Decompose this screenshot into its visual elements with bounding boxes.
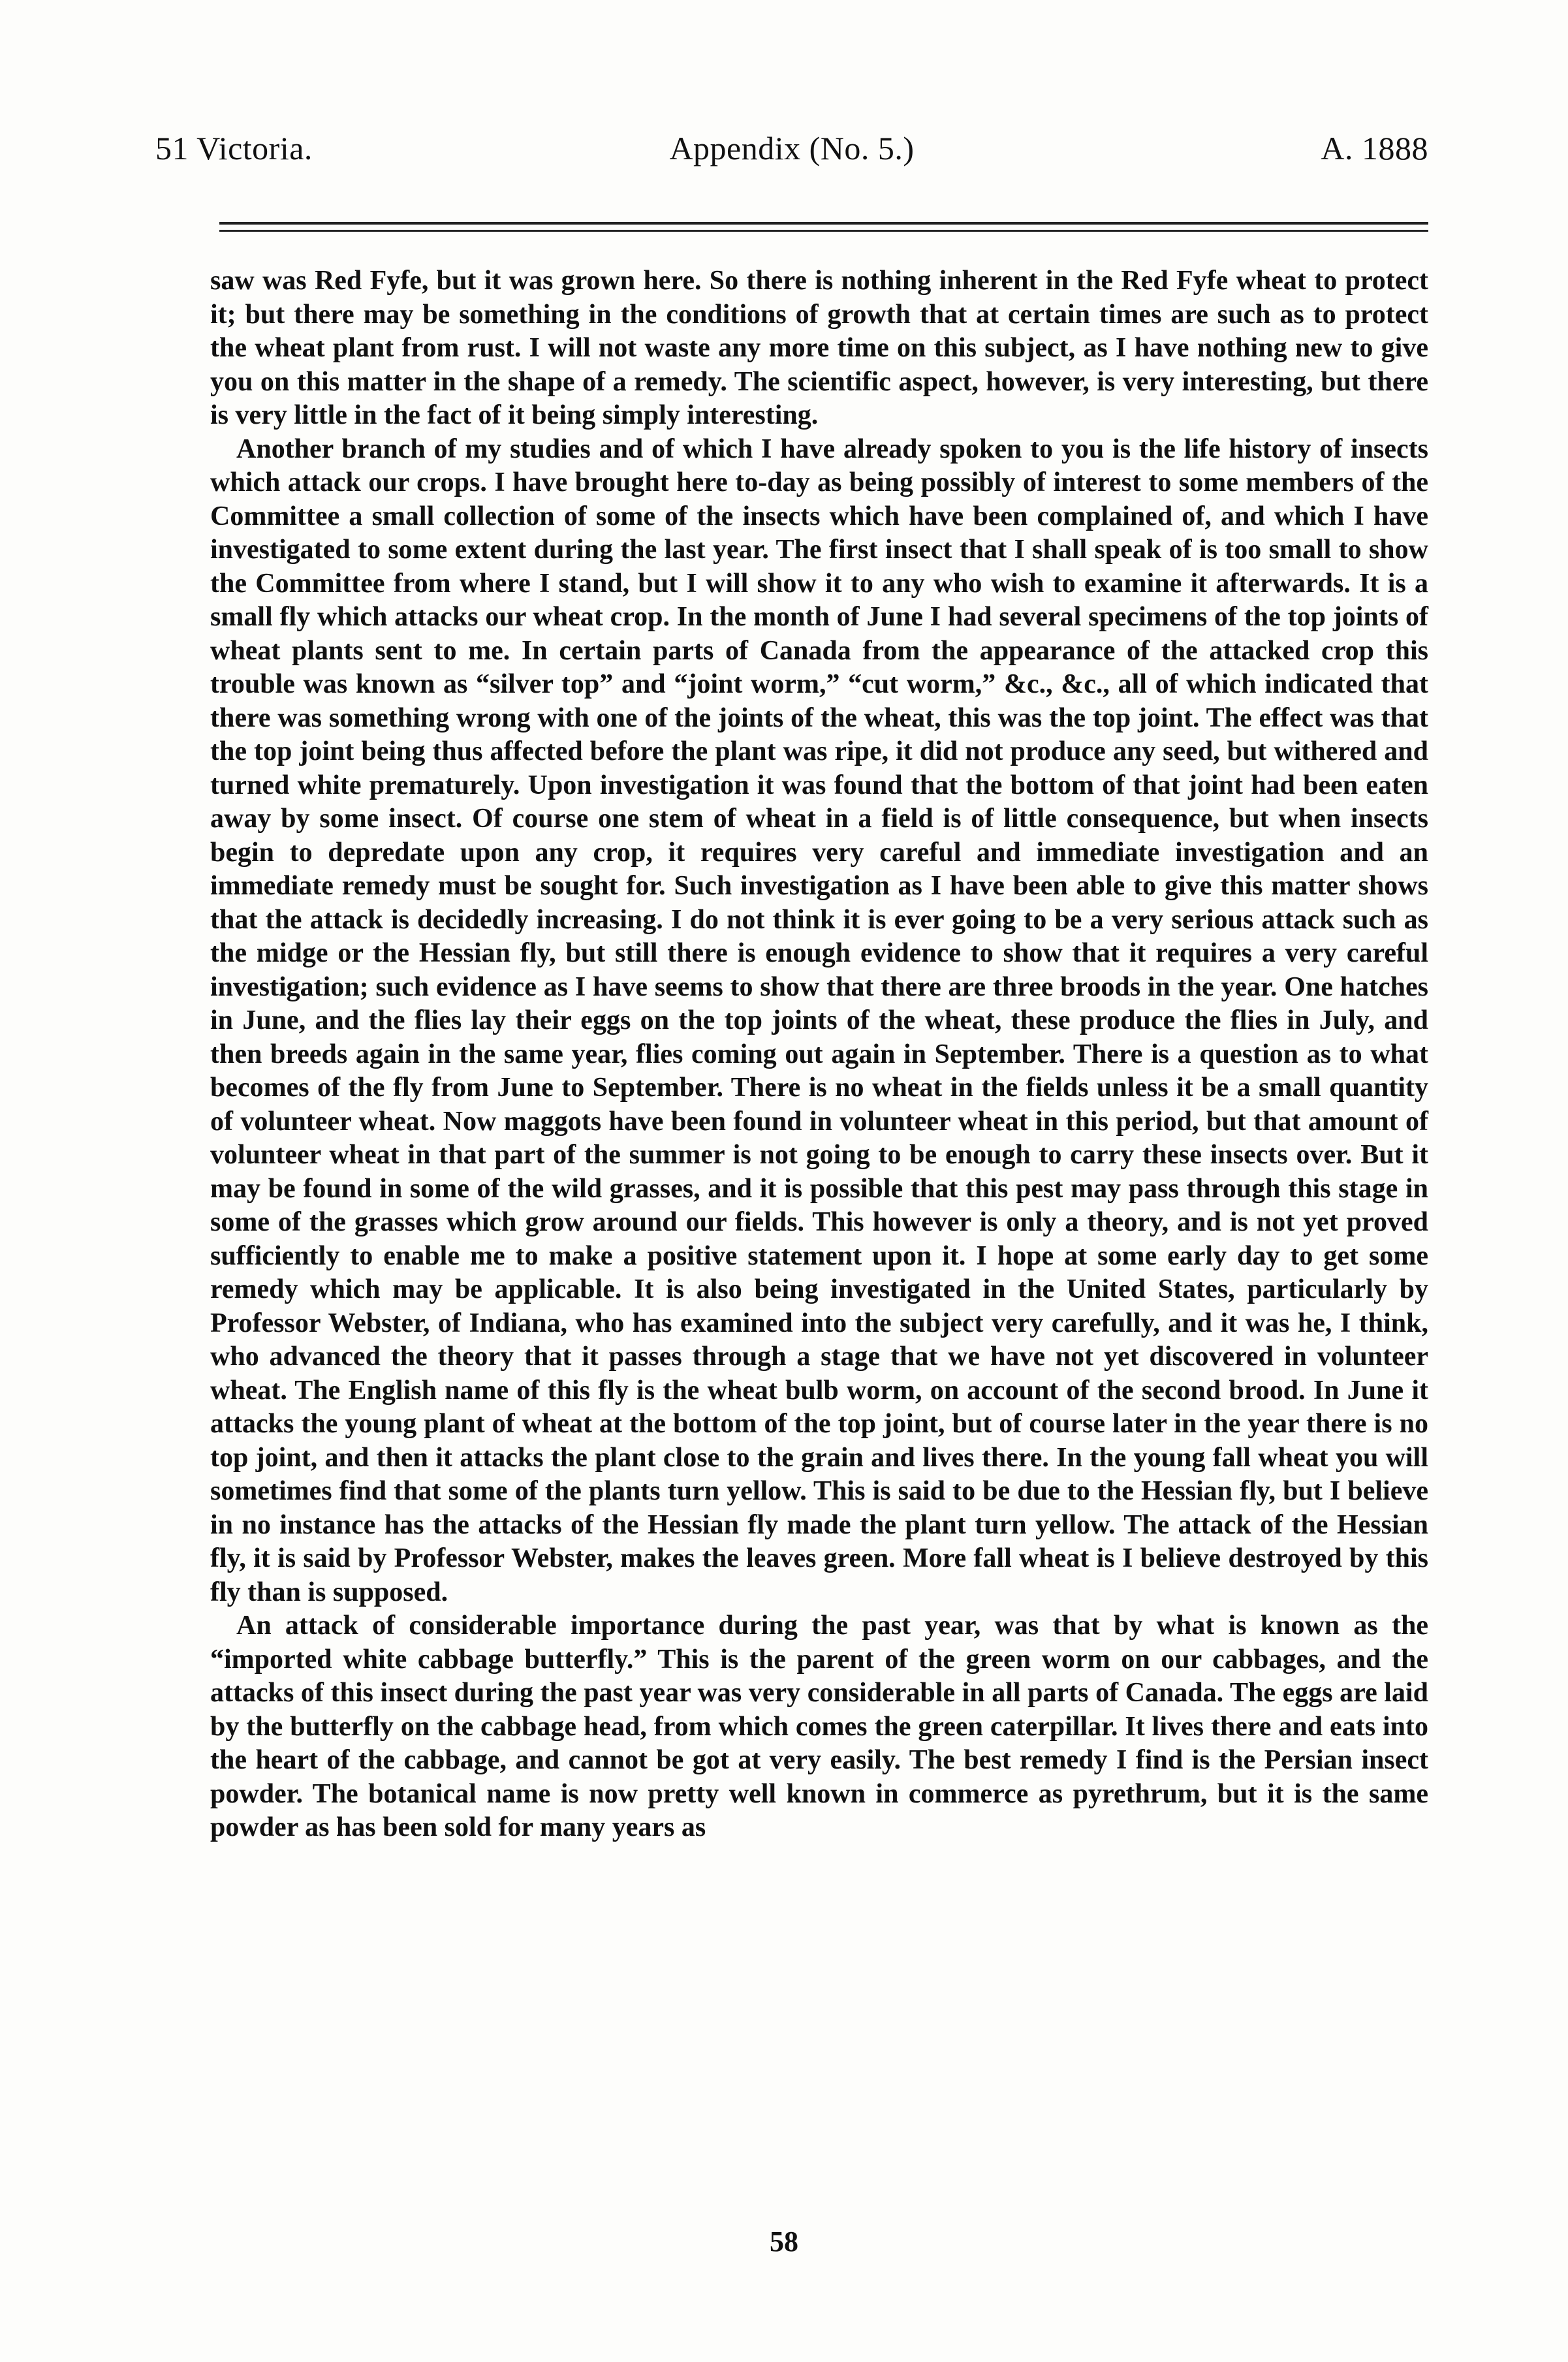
body-text [210,264,1428,1845]
paragraph-2: Another branch of my studies and of which I have already spoken to you is the life history of insects which attack our crops. I have brought here to-day as being possibly of interest to some members of the Committee a small collection of some of the insects which have been complained of, and which I have investigated to some extent during the last year. The first insect that I shall speak of is too small to show the Committee from where I stand, but I will show it to any who wish to examine it afterwards. It is a small fly which attacks our wheat crop. In the month of June I had several specimens of the top joints of wheat plants sent to me. In certain parts of Canada from the appearance of the attacked crop this trouble was known as “silver top” and “joint worm,” “cut worm,” &c., &c., all of which indicated that there was something wrong with one of the joints of the wheat, this was the top joint. The effect was that the top joint being thus affected before the plant was ripe, it did not produce any seed, but withered and turned white prematurely. Upon investigation it was found that the bottom of that joint had been eaten away by some insect. Of course one stem of wheat in a field is of little consequence, but when insects begin to depredate upon any crop, it requires very careful and immediate investigation and an immediate remedy must be sought for. Such investigation as I have been able to give this matter shows that the attack is decidedly increasing. I do not think it is ever going to be a very serious attack such as the midge or the Hessian fly, but still there is enough evidence to show that it requires a very careful investigation; such evidence as I have seems to show that there are three broods in the year. One hatches in June, and the flies lay their eggs on the top joints of the wheat, these produce the flies in July, and then breeds again in the same year, flies coming out again in September. There is a question as to what becomes of the fly from June to September. There is no wheat in the fields unless it be a small quantity of volunteer wheat. Now maggots have been found in volunteer wheat in this period, but that amount of volunteer wheat in that part of the summer is not going to be enough to carry these insects over. But it may be found in some of the wild grasses, and it is possible that this pest may pass through this stage in some of the grasses which grow around our fields. This however is only a theory, and is not yet proved sufficiently to enable me to make a positive statement upon it. I hope at some early day to get some remedy which may be applicable. It is also being investigated in the United States, particularly by Professor Webster, of Indiana, who has examined into the subject very carefully, and it was he, I think, who advanced the theory that it passes through a stage that we have not yet discovered in volunteer wheat. The English name of this fly is the wheat bulb worm, on account of the second brood. In June it attacks the young plant of wheat at the bottom of the top joint, but of course later in the year there is no top joint, and then it attacks the plant close to the grain and lives there. In the young fall wheat you will sometimes find that some of the plants turn yellow. This is said to be due to the Hessian fly, but I believe in no instance has the attacks of the Hessian fly made the plant turn yellow. The attack of the Hessian fly, it is said by Professor Webster, makes the leaves green. More fall wheat is I believe destroyed by this fly than is supposed. [210,433,1428,1607]
header-rule-thin [219,230,1428,232]
running-header [155,129,1428,175]
header-session: 51 Victoria. [155,130,313,166]
header-rule-thick [219,222,1428,225]
page-number: 58 [770,2226,798,2258]
header-appendix: Appendix (No. 5.) [669,130,915,166]
paragraph-3: An attack of considerable importance during the past year, was that by what is known as the “imported white cabbage butterfly.” This is the parent of the green worm on our cabbages, and the attacks of this insect during the past year was very considerable in all parts of Canada. The eggs are laid by the butterfly on the cabbage head, from which comes the green caterpillar. It lives there and eats into the heart of the cabbage, and cannot be got at very easily. The best remedy I find is the Persian insect powder. The botanical name is now pretty well known in commerce as pyrethrum, but it is the same powder as has been sold for many years as [210,1611,1428,1842]
header-year: A. 1888 [1321,130,1428,166]
paragraph-1: saw was Red Fyfe, but it was grown here. So there is nothing inherent in the Red Fyfe wheat to protect it; but there may be something in the conditions of growth that at certain times are such as to protect the wheat plant from rust. I will not waste any more time on this subject, as I have nothing new to give you on this matter in the shape of a remedy. The scientific aspect, however, is very interesting, but there is very little in the fact of it being simply interesting. [210,266,1428,430]
